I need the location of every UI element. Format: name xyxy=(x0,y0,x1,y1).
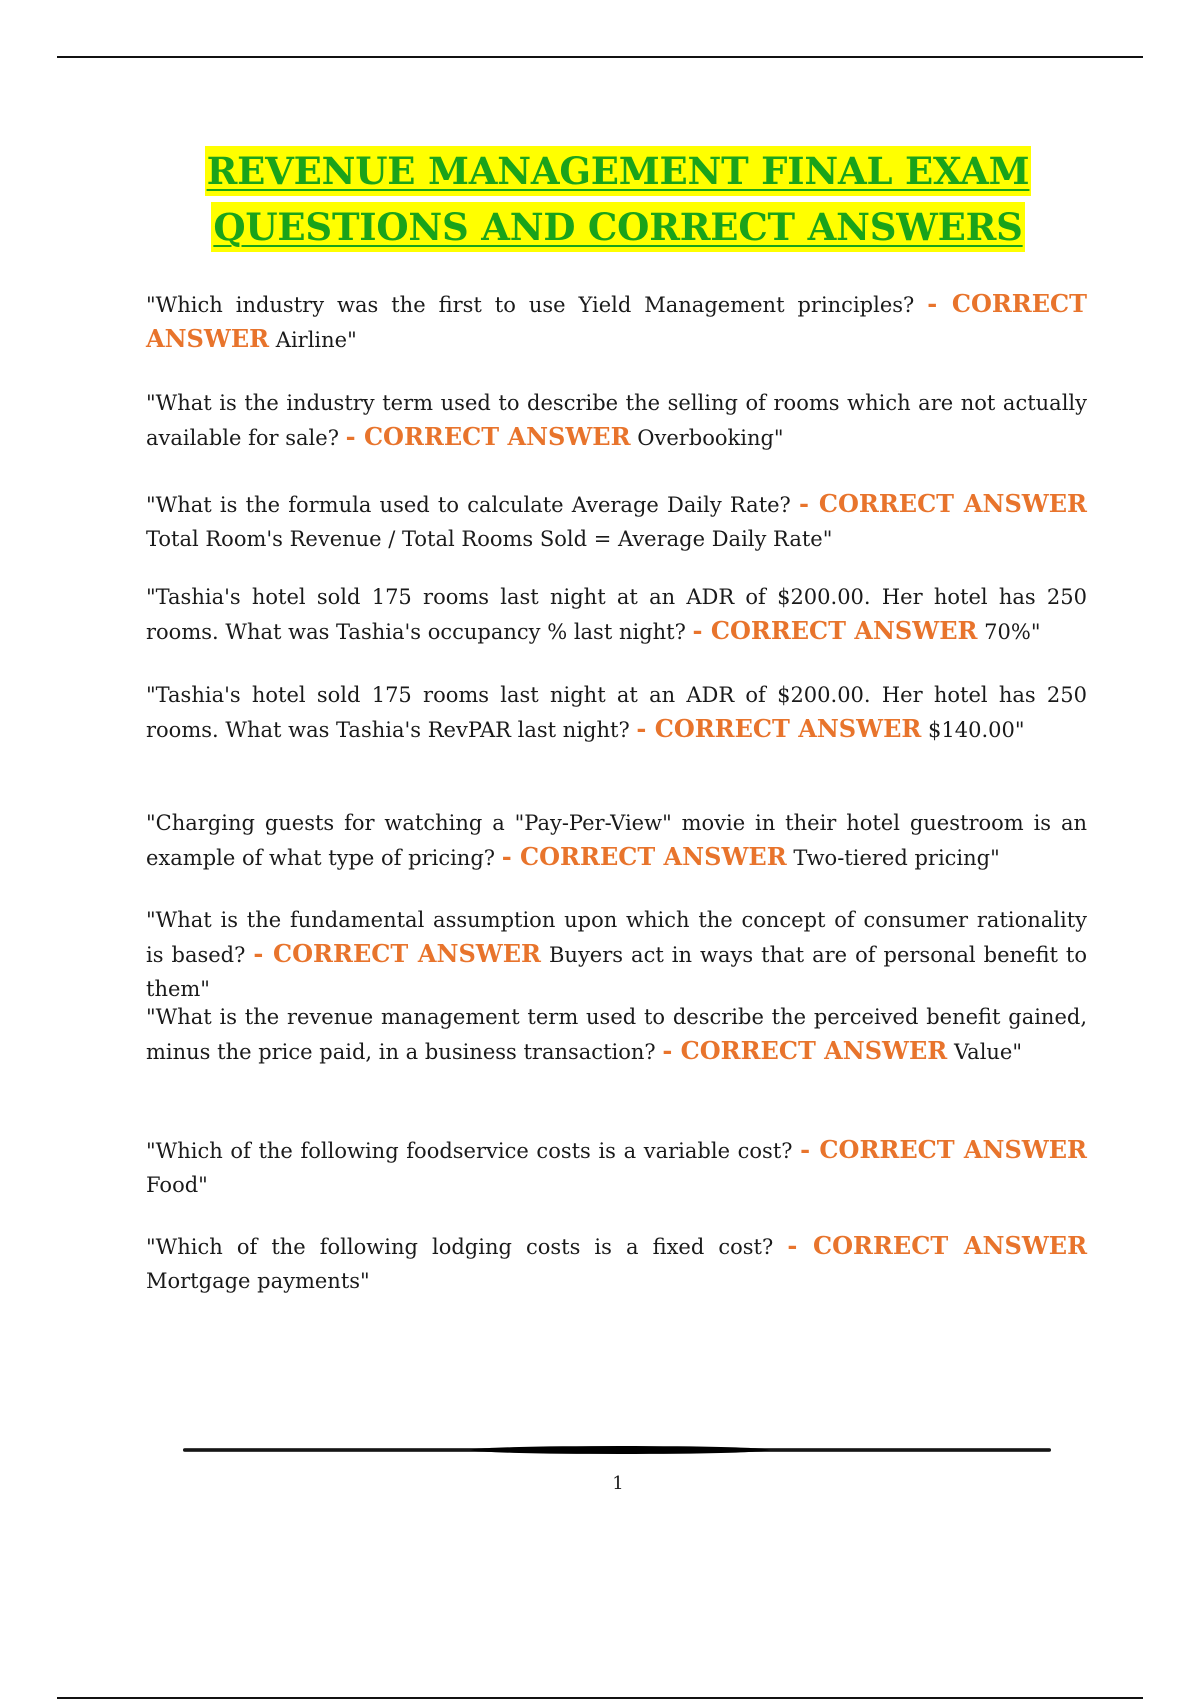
question-text: "Which of the following foodservice costs is a variable cost? xyxy=(146,1139,793,1163)
bottom-rule xyxy=(57,1697,1143,1699)
top-rule xyxy=(57,56,1143,58)
answer-label: - CORRECT ANSWER xyxy=(787,1231,1088,1260)
question-text: "What is the formula used to calculate Average Daily Rate? xyxy=(146,493,791,517)
answer-label: - CORRECT ANSWER xyxy=(799,489,1087,518)
qa-item xyxy=(146,806,1087,875)
qa-item xyxy=(146,1000,1087,1069)
qa-item xyxy=(146,487,1087,556)
answer-text: Buyers act in ways that are of personal benefit to them" xyxy=(146,943,1087,1001)
question-text: "Which of the following lodging costs is a fixed cost? xyxy=(146,1235,774,1259)
qa-item xyxy=(146,903,1087,1006)
question-text: "Tashia's hotel sold 175 rooms last night at an ADR of $200.00. Her hotel has 250 rooms. What was Tashia's RevPAR last night? xyxy=(146,683,1087,742)
question-text: "What is the industry term used to describe the selling of rooms which are not actually available for sale? xyxy=(146,391,1087,450)
title-line-1: REVENUE MANAGEMENT FINAL EXAM xyxy=(205,146,1032,196)
answer-text: Mortgage payments" xyxy=(146,1269,370,1293)
qa-item xyxy=(146,1133,1087,1202)
answer-label: - CORRECT ANSWER xyxy=(345,422,631,451)
qa-item xyxy=(146,386,1087,455)
answer-text: Two-tiered pricing" xyxy=(793,846,1000,870)
question-text: "What is the fundamental assumption upon which the concept of consumer rationality is based? xyxy=(146,908,1087,967)
qa-item xyxy=(146,580,1087,649)
answer-label: - CORRECT ANSWER xyxy=(636,714,922,743)
answer-label: - CORRECT ANSWER xyxy=(501,842,787,871)
answer-label: - CORRECT ANSWER xyxy=(692,616,978,645)
answer-text: Food" xyxy=(146,1173,208,1197)
answer-text: 70%" xyxy=(984,620,1041,644)
answer-label: - CORRECT ANSWER xyxy=(662,1036,948,1065)
answer-label: - CORRECT ANSWER xyxy=(146,289,1087,353)
answer-label: - CORRECT ANSWER xyxy=(800,1135,1087,1164)
question-text: "What is the revenue management term used to describe the perceived benefit gained, minus the price paid, in a business transaction? xyxy=(146,1005,1087,1064)
question-text: "Which industry was the first to use Yield Management principles? xyxy=(146,293,915,317)
title-line-2: QUESTIONS AND CORRECT ANSWERS xyxy=(211,202,1024,252)
answer-text: Airline" xyxy=(275,328,357,352)
footer-rule-thick-center xyxy=(470,1446,770,1454)
answer-label: - CORRECT ANSWER xyxy=(253,939,541,968)
qa-item xyxy=(146,678,1087,747)
question-text: "Tashia's hotel sold 175 rooms last night at an ADR of $200.00. Her hotel has 250 rooms. What was Tashia's occupancy % last night? xyxy=(146,585,1087,644)
answer-text: $140.00" xyxy=(928,718,1025,742)
question-text: "Charging guests for watching a "Pay-Per-View" movie in their hotel guestroom is an example of what type of pricing? xyxy=(146,811,1087,870)
qa-item xyxy=(146,287,1087,357)
page-number: 1 xyxy=(612,1473,624,1494)
document-title xyxy=(0,143,1200,255)
answer-text: Total Room's Revenue / Total Rooms Sold = Average Daily Rate" xyxy=(146,527,833,551)
answer-text: Overbooking" xyxy=(637,426,784,450)
answer-text: Value" xyxy=(953,1040,1023,1064)
qa-item xyxy=(146,1229,1087,1298)
